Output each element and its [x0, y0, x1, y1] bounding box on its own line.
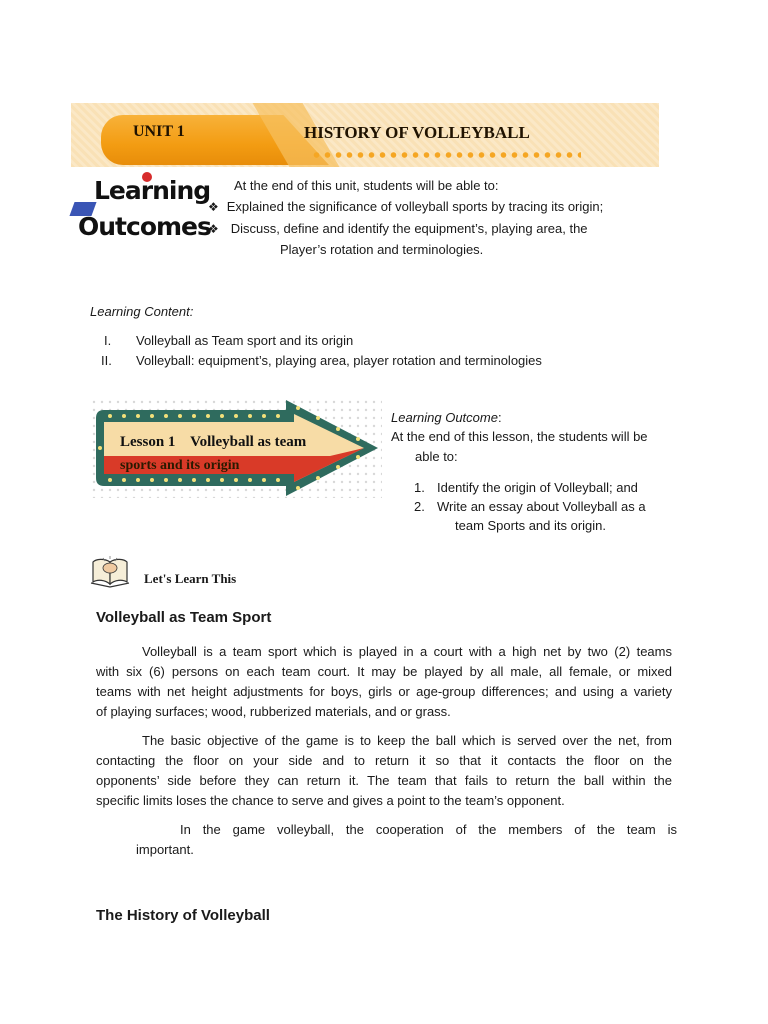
outcome-item	[208, 198, 603, 216]
paragraph-line: In the game volleyball, the cooperation of the members of the team is	[180, 822, 677, 837]
paragraph-line: important.	[136, 842, 194, 857]
lesson-outcome-heading	[391, 409, 502, 427]
lesson-title-line1: Lesson 1 Volleyball as team	[120, 434, 307, 450]
lesson-title-line2: sports and its origin	[120, 458, 240, 473]
lesson-outcome-intro-cont: able to:	[415, 449, 458, 464]
lesson-outcome-num: 1.	[414, 480, 425, 495]
outcome-item-text: Discuss, define and identify the equipment’s, playing area, the	[230, 221, 588, 236]
content-item-num: II.	[101, 353, 112, 368]
open-book-icon	[90, 556, 130, 590]
lesson-outcome-item: Identify the origin of Volleyball; and	[437, 480, 638, 495]
bullet-diamond-icon: ❖	[208, 200, 219, 214]
paragraph-line: teams with net height adjustments for boys, girls or age-group differences; and using a variety	[96, 684, 672, 699]
unit-label: UNIT 1	[133, 123, 185, 140]
lesson-outcome-heading-text: Learning Outcome	[391, 410, 498, 425]
lets-learn-label: Let's Learn This	[144, 571, 237, 586]
paragraph-3	[136, 820, 677, 860]
lesson-outcome-item-cont: team Sports and its origin.	[455, 518, 607, 533]
content-item-text: Volleyball: equipment’s, playing area, player rotation and terminologies	[136, 353, 542, 368]
logo-word-outcomes: Outcomes	[78, 212, 211, 241]
lesson-outcome-num: 2.	[414, 499, 425, 514]
lesson-arrow-banner	[90, 398, 382, 498]
paragraph-line: with six (6) persons on each team court. It may be played by all male, all female, or mixed	[96, 664, 672, 679]
outcomes-intro: At the end of this unit, students will be able to:	[234, 178, 499, 193]
logo-word-learning: Learning	[94, 176, 211, 205]
paragraph-line: opponents’ side before they can return it. The team that fails to return the ball within the	[96, 773, 672, 788]
paragraph-2	[96, 731, 672, 811]
lesson-outcome-item: Write an essay about Volleyball as a	[437, 499, 646, 514]
unit-banner	[71, 103, 659, 167]
paragraph-line: of playing surfaces; wood, rubberized materials, and or grass.	[96, 704, 451, 719]
section-heading-team-sport: Volleyball as Team Sport	[96, 609, 272, 626]
lesson-outcome-colon: :	[497, 410, 502, 425]
outcome-item	[208, 220, 588, 238]
learning-content-heading: Learning Content:	[90, 304, 194, 319]
section-heading-history: The History of Volleyball	[96, 907, 270, 924]
lesson-outcome-intro: At the end of this lesson, the students will be	[391, 429, 648, 444]
bullet-diamond-icon: ❖	[208, 222, 219, 236]
banner-dots	[311, 151, 581, 159]
unit-title: HISTORY OF VOLLEYBALL	[304, 123, 530, 142]
paragraph-line: The basic objective of the game is to keep the ball which is served over the net, from	[142, 733, 672, 748]
paragraph-line: contacting the floor on your side and to return it so that it contacts the floor on the	[96, 753, 672, 768]
paragraph-line: specific limits loses the chance to serve and gives a point to the team’s opponent.	[96, 793, 565, 808]
paragraph-line: Volleyball is a team sport which is played in a court with a high net by two (2) teams	[142, 644, 672, 659]
outcome-item-continuation: Player’s rotation and terminologies.	[280, 242, 484, 257]
content-item-text: Volleyball as Team sport and its origin	[136, 333, 354, 348]
content-item-num: I.	[104, 333, 112, 348]
learning-outcomes-logo	[72, 172, 211, 252]
outcome-item-text: Explained the significance of volleyball sports by tracing its origin;	[226, 199, 604, 214]
paragraph-1	[96, 642, 672, 722]
